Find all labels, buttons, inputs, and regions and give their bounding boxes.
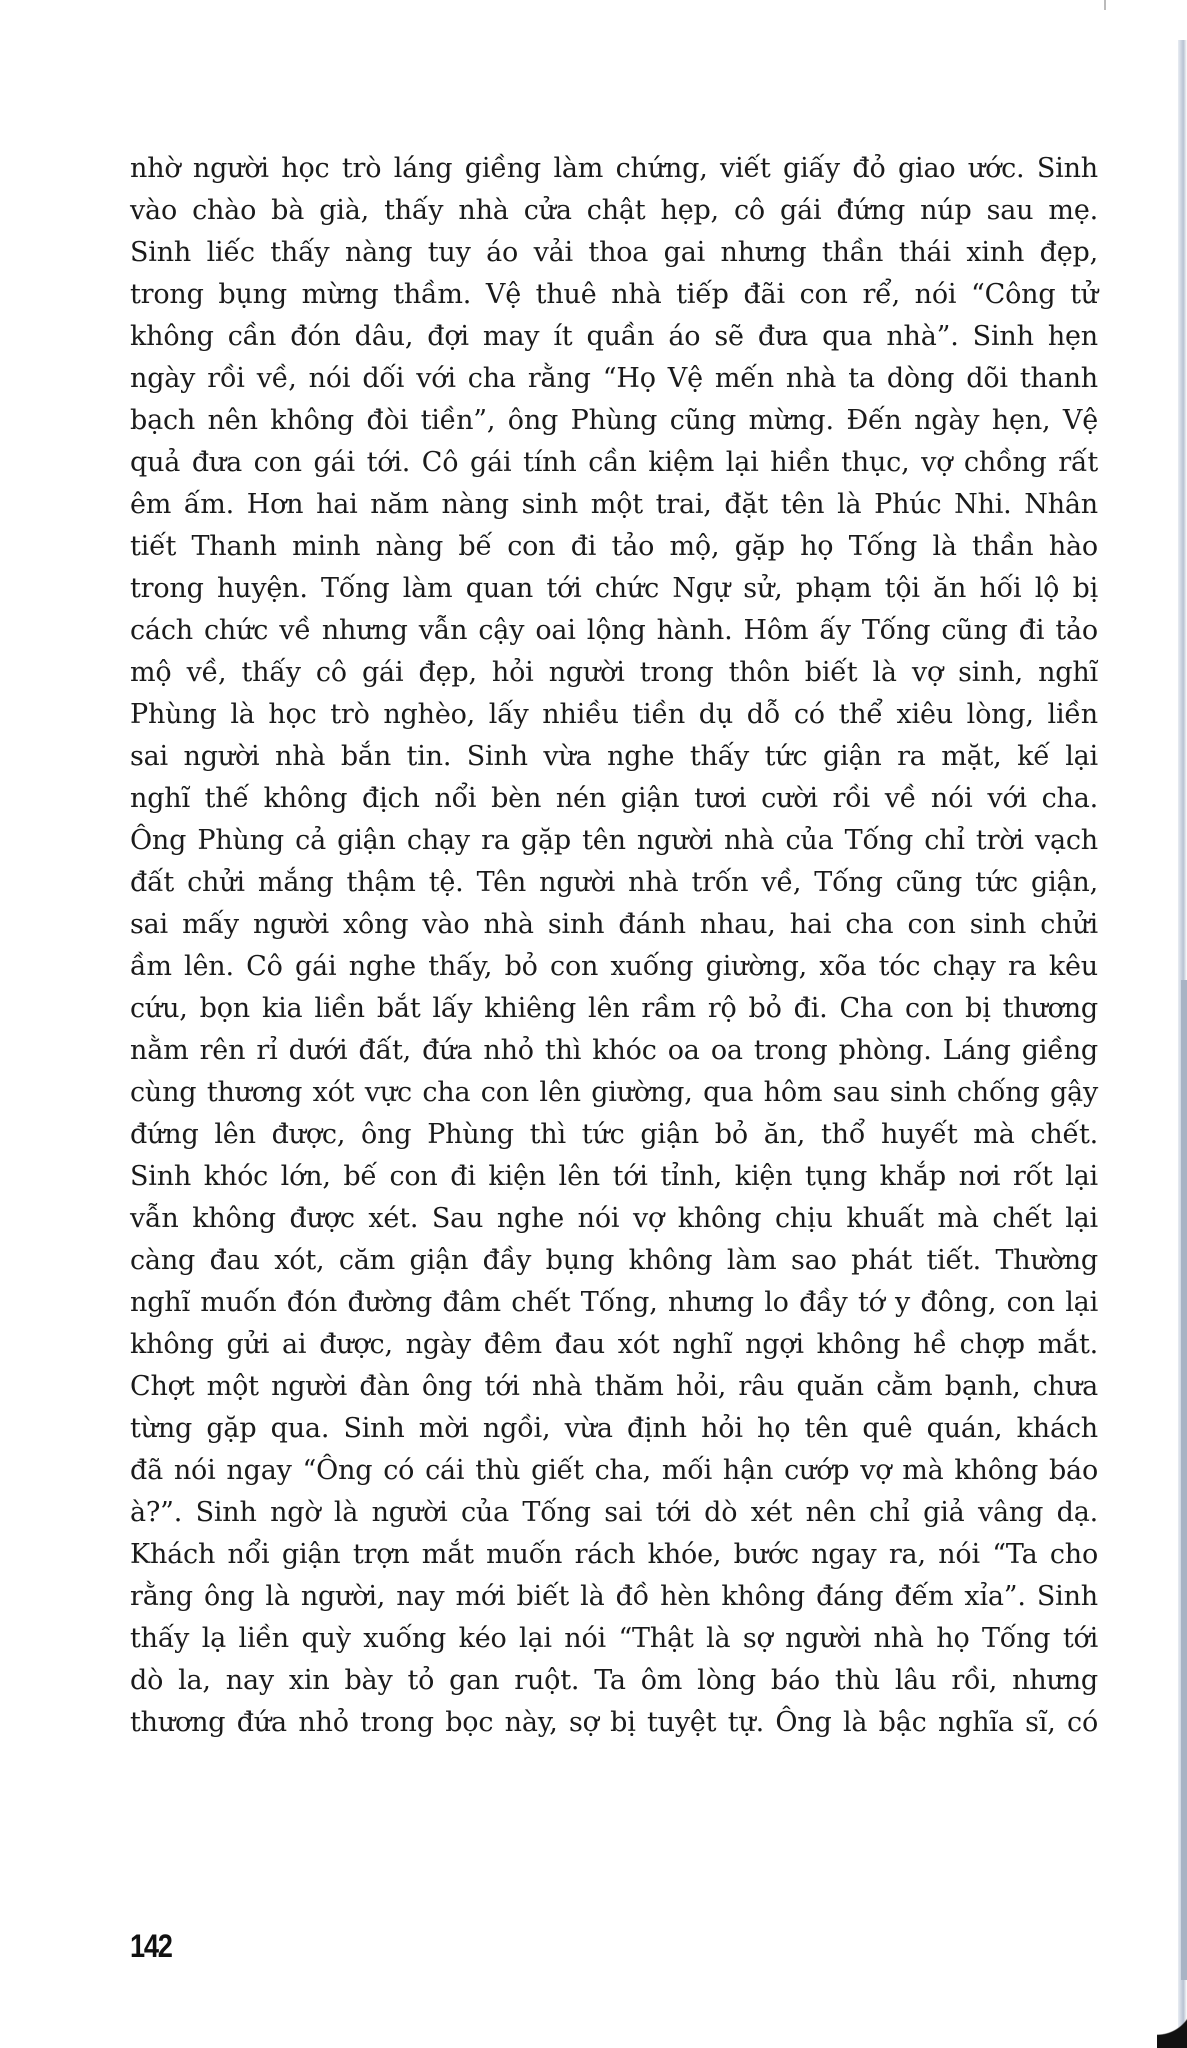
text-line: nghĩ muốn đón đường đâm chết Tống, nhưng lo đầy tớ y đông, con lại	[130, 1287, 1098, 1318]
text-line: cách chức về nhưng vẫn cậy oai lộng hành. Hôm ấy Tống cũng đi tảo	[130, 615, 1098, 646]
page-corner-shadow	[1157, 1998, 1187, 2048]
text-line: sai mấy người xông vào nhà sinh đánh nhau, hai cha con sinh chửi	[130, 909, 1098, 940]
text-line: dò la, nay xin bày tỏ gan ruột. Ta ôm lòng báo thù lâu rồi, nhưng	[130, 1665, 1098, 1696]
text-line: sai người nhà bắn tin. Sinh vừa nghe thấy tức giận ra mặt, kế lại	[130, 741, 1098, 772]
text-line: nằm rên rỉ dưới đất, đứa nhỏ thì khóc oa oa trong phòng. Láng giềng	[130, 1035, 1098, 1066]
text-line: trong bụng mừng thầm. Vệ thuê nhà tiếp đãi con rể, nói “Công tử	[130, 279, 1098, 310]
text-line: Sinh khóc lớn, bế con đi kiện lên tới tỉnh, kiện tụng khắp nơi rốt lại	[130, 1161, 1098, 1192]
page-number: 142	[130, 1928, 172, 1964]
text-line: Chợt một người đàn ông tới nhà thăm hỏi, râu quăn cằm bạnh, chưa	[130, 1371, 1098, 1402]
text-line: Sinh liếc thấy nàng tuy áo vải thoa gai nhưng thần thái xinh đẹp,	[130, 237, 1098, 268]
text-line: cứu, bọn kia liền bắt lấy khiêng lên rầm rộ bỏ đi. Cha con bị thương	[130, 993, 1098, 1024]
text-line: à?”. Sinh ngờ là người của Tống sai tới dò xét nên chỉ giả vâng dạ.	[130, 1497, 1098, 1528]
text-line: trong huyện. Tống làm quan tới chức Ngự sử, phạm tội ăn hối lộ bị	[130, 573, 1098, 604]
text-line: càng đau xót, căm giận đầy bụng không làm sao phát tiết. Thường	[130, 1245, 1098, 1276]
text-line: êm ấm. Hơn hai năm nàng sinh một trai, đặt tên là Phúc Nhi. Nhân	[130, 489, 1098, 520]
text-line: cùng thương xót vực cha con lên giường, qua hôm sau sinh chống gậy	[130, 1077, 1098, 1108]
text-line: rằng ông là người, nay mới biết là đồ hèn không đáng đếm xỉa”. Sinh	[130, 1581, 1098, 1612]
text-line: từng gặp qua. Sinh mời ngồi, vừa định hỏi họ tên quê quán, khách	[130, 1413, 1098, 1444]
text-line: ngày rồi về, nói dối với cha rằng “Họ Vệ mến nhà ta dòng dõi thanh	[130, 363, 1098, 394]
page-mark	[1104, 0, 1106, 10]
text-line: mộ về, thấy cô gái đẹp, hỏi người trong thôn biết là vợ sinh, nghĩ	[130, 657, 1098, 688]
text-line: Khách nổi giận trợn mắt muốn rách khóe, bước ngay ra, nói “Ta cho	[130, 1539, 1098, 1570]
text-line: đứng lên được, ông Phùng thì tức giận bỏ ăn, thổ huyết mà chết.	[130, 1119, 1098, 1150]
text-line: vẫn không được xét. Sau nghe nói vợ không chịu khuất mà chết lại	[130, 1203, 1098, 1234]
text-line: đất chửi mắng thậm tệ. Tên người nhà trốn về, Tống cũng tức giận,	[130, 867, 1098, 898]
text-line: đã nói ngay “Ông có cái thù giết cha, mối hận cướp vợ mà không báo	[130, 1455, 1098, 1486]
text-line: thấy lạ liền quỳ xuống kéo lại nói “Thật là sợ người nhà họ Tống tới	[130, 1623, 1098, 1654]
text-line: tiết Thanh minh nàng bế con đi tảo mộ, gặp họ Tống là thần hào	[130, 531, 1098, 562]
text-line: không gửi ai được, ngày đêm đau xót nghĩ ngợi không hề chợp mắt.	[130, 1329, 1098, 1360]
page-edge-shadow	[1181, 980, 1187, 1980]
text-line: vào chào bà già, thấy nhà cửa chật hẹp, cô gái đứng núp sau mẹ.	[130, 195, 1098, 226]
text-line: nghĩ thế không địch nổi bèn nén giận tươi cười rồi về nói với cha.	[130, 783, 1098, 814]
text-line: bạch nên không đòi tiền”, ông Phùng cũng mừng. Đến ngày hẹn, Vệ	[130, 405, 1098, 436]
text-line: quả đưa con gái tới. Cô gái tính cần kiệm lại hiền thục, vợ chồng rất	[130, 447, 1098, 478]
text-line: Ông Phùng cả giận chạy ra gặp tên người nhà của Tống chỉ trời vạch	[130, 825, 1098, 856]
text-line: ầm lên. Cô gái nghe thấy, bỏ con xuống giường, xõa tóc chạy ra kêu	[130, 951, 1098, 982]
body-text	[130, 148, 1098, 1744]
text-line: thương đứa nhỏ trong bọc này, sợ bị tuyệt tự. Ông là bậc nghĩa sĩ, có	[130, 1707, 1098, 1738]
text-line: Phùng là học trò nghèo, lấy nhiều tiền dụ dỗ có thể xiêu lòng, liền	[130, 699, 1098, 730]
text-line: nhờ người học trò láng giềng làm chứng, viết giấy đỏ giao ước. Sinh	[130, 153, 1098, 184]
text-line: không cần đón dâu, đợi may ít quần áo sẽ đưa qua nhà”. Sinh hẹn	[130, 321, 1098, 352]
